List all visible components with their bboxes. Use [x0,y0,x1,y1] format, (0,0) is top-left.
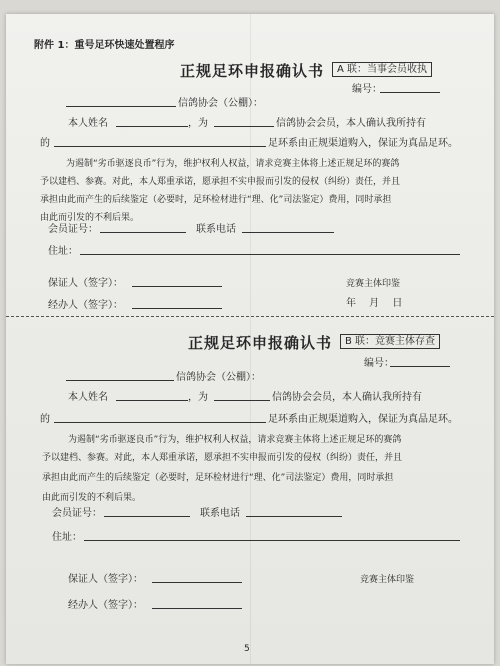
form-b-guarantor-field[interactable] [152,582,242,583]
form-a-address-field[interactable] [80,254,460,255]
form-a-para-line1: 为遏制“劣币驱逐良币”行为，维护权利人权益，请求竞赛主体将上述正规足环的赛鸽 [66,159,400,169]
form-b-name-suffix: ，为 [188,392,208,403]
form-b-member-association-field[interactable] [214,400,270,401]
attachment-heading: 附件 1：重号足环快速处置程序 [34,40,175,51]
form-a-handler-field[interactable] [132,308,222,309]
document-page: 附件 1：重号足环快速处置程序 正规足环申报确认书 A 联：当事会员收执 编号： 信鸽协会（公棚）： 本人姓名 ，为 信鸽协会会员，本人确认我所持有 的 足环系由正规渠道购入，保证为真品足环。 为遏制“劣币驱逐良币”行为，维护权利人权益，请求竞赛主体将上述正规足环的赛鸽 予以建档、参赛。对此，本人郑重承诺，愿承担不实申报而引发的侵权（纠纷）责任，并且 承担由此而产生的后续鉴定（必要时，足环检材进行“理、化”司法鉴定）费用，同时承担 由此而引发的不利后果。 会员证号： 联系电话 住址： 保证人（签字）： 竞赛主体印鉴 经办人（签字）： 年 月 日 正规足环申报确认书 B 联：竞赛主体存查 编号： 信鸽协会（公棚）： 本人姓名 ，为 信鸽协会会员，本人确认我所持有 的 足环系由正规渠道购入，保证为真品足环。 为遏制“劣币驱逐良币”行为，维护权利人权益，请求竞赛主体将上述正规足环的赛鸽 予以建档、参赛。对此，本人郑重承诺，愿承担不实申报而引发的侵权（纠纷）责任，并且 承担由此而产生的后续鉴定（必要时，足环检材进行“理、化”司法鉴定）费用，同时承担 由此而引发的不利后果。 会员证号： 联系电话 住址： 保证人（签字）： 竞赛主体印鉴 经办人（签字）： 5 [6,14,494,664]
form-b-para-line3: 承担由此而产生的后续鉴定（必要时，足环检材进行“理、化”司法鉴定）费用，同时承担 [42,473,394,483]
form-a-name-prefix: 本人姓名 [68,118,108,129]
form-a-title: 正规足环申报确认书 [180,62,325,80]
form-b-para-line4: 由此而引发的不利后果。 [42,493,142,503]
form-b-ring-field[interactable] [54,422,266,423]
form-a-para-line2: 予以建档、参赛。对此，本人郑重承诺，愿承担不实申报而引发的侵权（纠纷）责任，并且 [40,177,401,187]
form-a-guarantor-field[interactable] [132,286,222,287]
form-a-date-label: 年 月 日 [346,298,403,309]
form-b-association-label: 信鸽协会（公棚）： [176,372,261,383]
form-a-ring-field[interactable] [54,146,266,147]
form-b-title: 正规足环申报确认书 [188,334,333,352]
form-b-guarantor-label: 保证人（签字）： [68,574,143,585]
form-a-guarantor-label: 保证人（签字）： [48,278,123,289]
form-b-name-prefix: 本人姓名 [68,392,108,403]
form-a-address-label: 住址： [48,246,78,257]
form-a-para-line4: 由此而引发的不利后果。 [40,213,140,223]
form-a-member-association-field[interactable] [214,126,274,127]
form-b-number-label: 编号： [364,358,394,369]
form-a-number-field[interactable] [380,92,440,93]
form-a-association-field[interactable] [66,106,176,107]
form-b-name-field[interactable] [116,400,188,401]
form-a-member-id-label: 会员证号： [48,224,98,235]
form-b-member-id-field[interactable] [104,516,190,517]
form-b-association-field[interactable] [66,380,174,381]
form-b-address-label: 住址： [52,532,82,543]
form-b-phone-field[interactable] [246,516,342,517]
form-b-para-line2: 予以建档、参赛。对此，本人郑重承诺，愿承担不实申报而引发的侵权（纠纷）责任，并且 [42,453,403,463]
form-a-association-label: 信鸽协会（公棚）： [178,98,263,109]
form-b-para-line1: 为遏制“劣币驱逐良币”行为，维护权利人权益，请求竞赛主体将上述正规足环的赛鸽 [68,435,402,445]
form-b-member-id-label: 会员证号： [52,508,102,519]
page-number: 5 [244,644,250,654]
form-a-member-statement: 信鸽协会会员，本人确认我所持有 [276,118,426,129]
form-b-copy-label: B 联：竞赛主体存查 [340,334,440,349]
form-a-handler-label: 经办人（签字）： [48,300,123,311]
form-a-phone-field[interactable] [242,232,334,233]
form-a-phone-label: 联系电话 [196,224,236,235]
form-b-member-statement: 信鸽协会会员，本人确认我所持有 [272,392,422,403]
form-a-seal-label: 竞赛主体印鉴 [346,279,401,289]
form-b-number-field[interactable] [390,366,450,367]
form-b-handler-field[interactable] [152,608,242,609]
form-a-member-id-field[interactable] [100,232,186,233]
form-a-name-field[interactable] [116,126,188,127]
form-a-name-suffix: ，为 [188,118,208,129]
form-a-number-label: 编号： [352,84,382,95]
form-b-phone-label: 联系电话 [200,508,240,519]
form-b-ring-statement: 足环系由正规渠道购入，保证为真品足环。 [268,414,458,425]
form-b-seal-label: 竞赛主体印鉴 [360,575,415,585]
form-b-handler-label: 经办人（签字）： [68,600,143,611]
form-a-para-line3: 承担由此而产生的后续鉴定（必要时，足环检材进行“理、化”司法鉴定）费用，同时承担 [40,195,392,205]
form-a-copy-label: A 联：当事会员收执 [332,62,432,77]
cut-line [6,316,494,317]
form-a-ring-statement: 足环系由正规渠道购入，保证为真品足环。 [268,138,458,149]
form-b-address-field[interactable] [84,540,460,541]
